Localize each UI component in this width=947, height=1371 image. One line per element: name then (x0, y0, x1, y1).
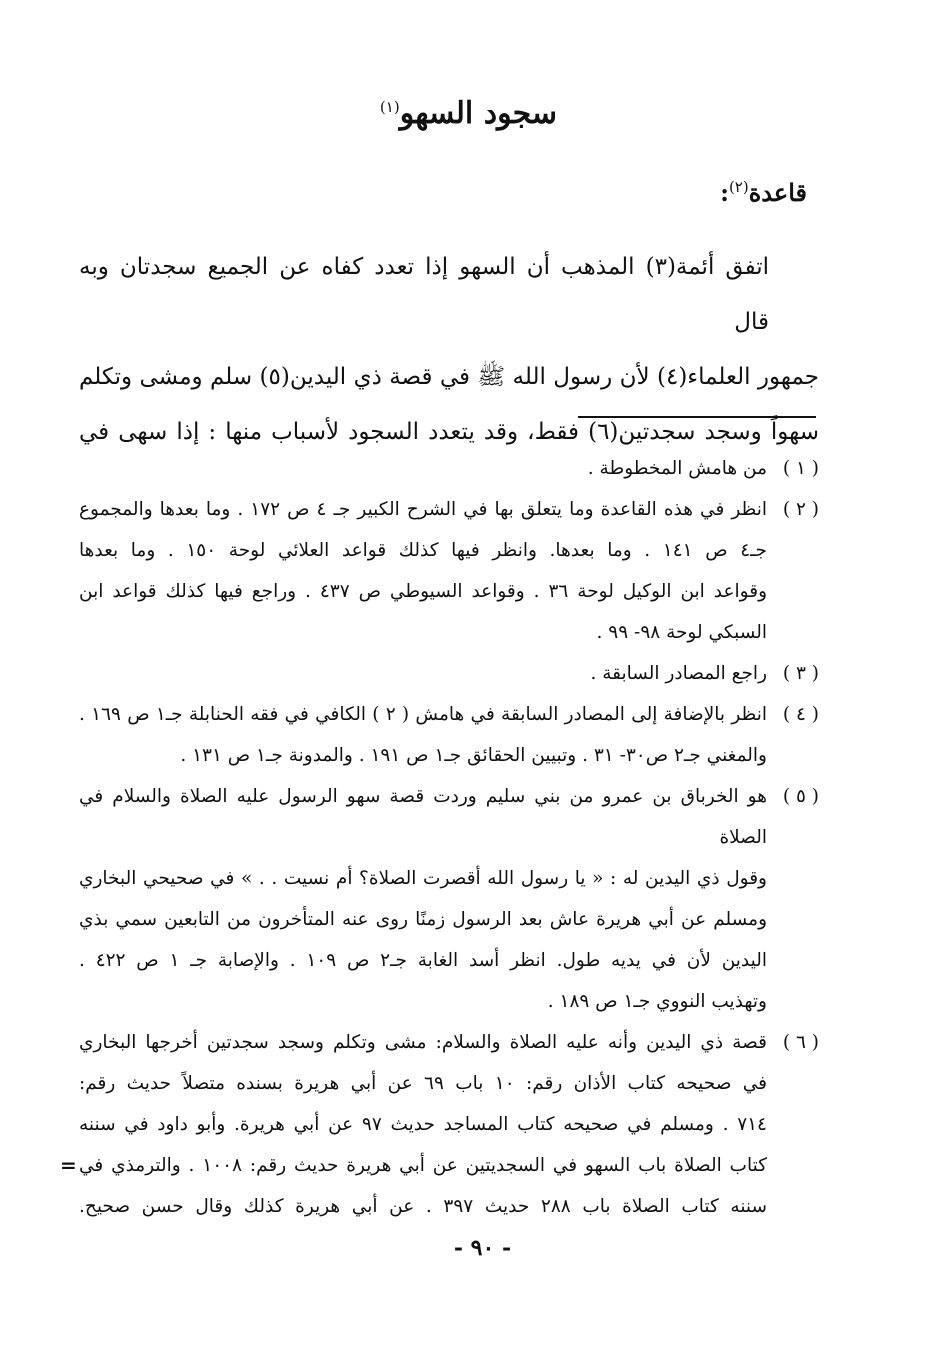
body-line-3: سهواً وسجد سجدتين(٦) فقط، وقد يتعدد السجود لأسباب منها : إذا سهى في (79, 419, 819, 445)
footnote-2 (79, 489, 819, 653)
footnote-line: من هامش المخطوطة . (587, 458, 767, 479)
footnote-line: ومسلم عن أبي هريرة عاش بعد الرسول زمنًا روى عنه المتأخرون من التابعين سمي بذي (79, 909, 767, 930)
footnote-line: وقواعد ابن الوكيل لوحة ٣٦ . وقواعد السيوطي ص ٤٣٧ . وراجع فيها كذلك قواعد ابن (79, 581, 767, 602)
footnote-line: هو الخرباق بن عمرو من بني سليم وردت قصة سهو الرسول عليه الصلاة والسلام في الصلاة (79, 786, 767, 848)
page-number: - ٩٠ - (453, 1235, 512, 1261)
section-heading-text: قاعدة (748, 178, 807, 207)
footnote-line: كتاب الصلاة باب السهو في السجديتين عن أبي هريرة حديث رقم: ١٠٠٨ . والترمذي في (79, 1155, 768, 1176)
footnote-number: ( ٣ ) (782, 663, 819, 684)
footnote-number: ( ١ ) (782, 458, 819, 479)
body-line-1: اتفق أئمة(٣) المذهب أن السهو إذا تعدد كفاه عن الجميع سجدتان وبه قال (79, 254, 770, 335)
footnote-number: ( ٦ ) (782, 1032, 819, 1053)
footnote-number: ( ٤ ) (782, 704, 819, 725)
footnote-line: السبكي لوحة ٩٨- ٩٩ . (596, 622, 767, 643)
footnote-line: اليدين لأن في يديه طول. انظر أسد الغابة جـ٢ ص ١٠٩ . والإصابة جـ ١ ص ٤٢٢ . (79, 950, 767, 971)
footnote-number: ( ٢ ) (782, 499, 819, 520)
footnote-line: سننه كتاب الصلاة باب ٢٨٨ حديث ٣٩٧ . عن أبي هريرة كذلك وقال حسن صحيح. (79, 1196, 768, 1217)
section-footnote-ref: (٢) (728, 178, 749, 196)
footnote-1 (79, 448, 819, 489)
title-footnote-ref: (١) (379, 98, 400, 116)
footnote-line: انظر بالإضافة إلى المصادر السابقة في هامش ( ٢ ) الكافي في فقه الحنابلة جـ١ ص ١٦٩ . (79, 704, 767, 725)
footnote-line: والمغني جـ٢ ص٣٠- ٣١ . وتبيين الحقائق جـ١ ص ١٩١ . والمدونة جـ١ ص ١٣١ . (180, 745, 767, 766)
continuation-mark: = (60, 1153, 77, 1177)
footnote-line: قصة ذي اليدين وأنه عليه الصلاة والسلام: مشى وتكلم وسجد سجدتين أخرجها البخاري (79, 1032, 767, 1053)
footnote-number: ( ٥ ) (782, 786, 819, 807)
footnote-separator (578, 416, 816, 418)
footnote-3 (79, 653, 819, 694)
title-text: سجود السهو (399, 96, 558, 131)
footnote-line: ٧١٤ . ومسلم في صحيحه كتاب المساجد حديث ٩٧ عن أبي هريرة. وأبو داود في سننه (79, 1114, 767, 1135)
footnote-6 (79, 1022, 819, 1227)
body-line-2: جمهور العلماء(٤) لأن رسول الله ﷺ في قصة ذي اليدين(٥) سلم ومشى وتكلم (79, 364, 819, 390)
footnote-5 (79, 776, 819, 1022)
footnote-line: راجع المصادر السابقة . (590, 663, 767, 684)
footnote-line: جـ٤ ص ١٤١ . وما بعدها. وانظر فيها كذلك قواعد العلائي لوحة ١٥٠ . وما بعدها (79, 540, 767, 561)
page-title (0, 96, 947, 131)
footnotes (79, 448, 819, 1227)
footnote-line: في صحيحه كتاب الأذان رقم: ١٠ باب ٦٩ عن أبي هريرة بسنده متصلاً حديث رقم: (79, 1073, 767, 1094)
footnote-line: انظر في هذه القاعدة وما يتعلق بها في الشرح الكبير جـ ٤ ص ١٧٢ . وما بعدها والمجموع (79, 499, 767, 520)
footnote-4 (79, 694, 819, 776)
footnote-line: وتهذيب النووي جـ١ ص ١٨٩ . (547, 991, 767, 1012)
section-heading (720, 178, 807, 207)
footnote-line: وقول ذي اليدين له : « يا رسول الله أقصرت الصلاة؟ أم نسيت . . » في صحيحي البخاري (79, 868, 767, 889)
section-heading-colon: : (720, 178, 729, 207)
body-paragraph (79, 240, 819, 460)
